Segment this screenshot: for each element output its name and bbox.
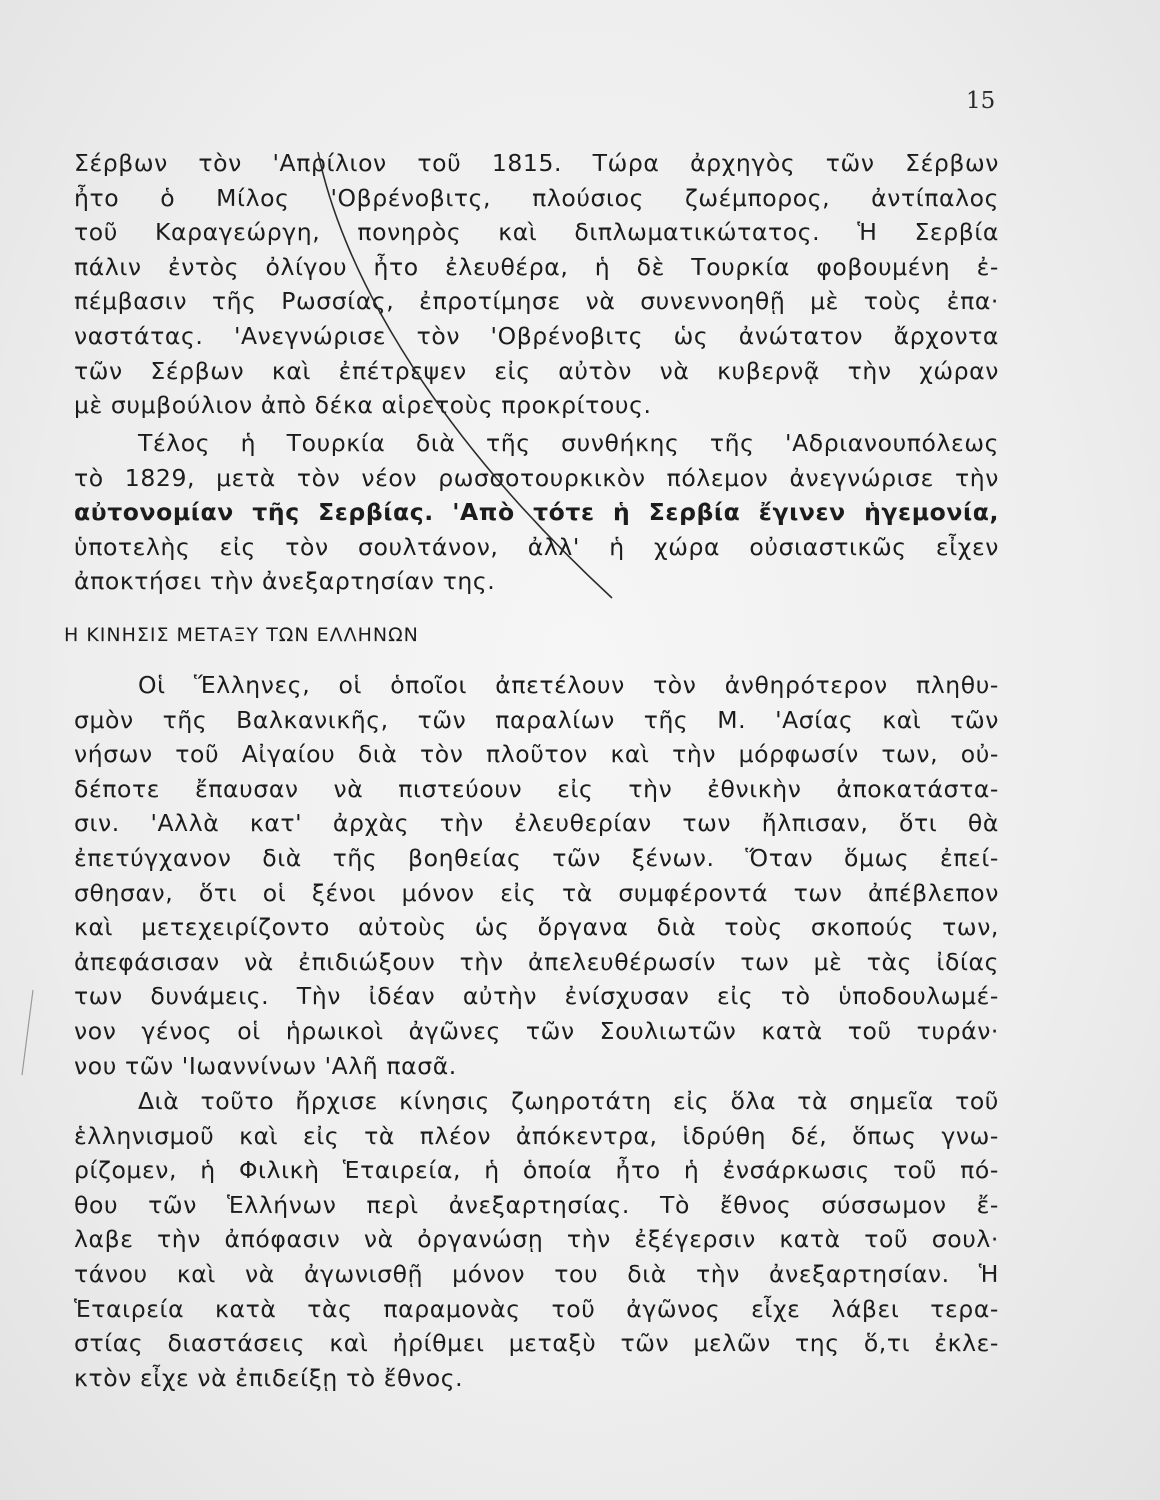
text-line: σθησαν, ὅτι οἱ ξένοι μόνον εἰς τὰ συμφέροντά των ἀπέβλεπον (74, 878, 999, 907)
text-line: στίας διαστάσεις καὶ ἠρίθμει μεταξὺ τῶν μελῶν της ὅ,τι ἐκλε- (74, 1329, 999, 1358)
text-line: ἦτο ὁ Μίλος 'Οβρένοβιτς, πλούσιος ζωέμπορος, ἀντίπαλος (74, 183, 999, 212)
text-line: νον γένος οἱ ἡρωικοὶ ἀγῶνες τῶν Σουλιωτῶν κατὰ τοῦ τυράν· (74, 1016, 999, 1045)
text-line: Σέρβων τὸν 'Απρίλιον τοῦ 1815. Τώρα ἀρχηγὸς τῶν Σέρβων (74, 149, 999, 177)
text-line: ἀποκτήσει τὴν ἀνεξαρτησίαν της. (74, 567, 496, 596)
text-line: λαβε τὴν ἀπόφασιν νὰ ὀργανώσῃ τὴν ἐξέγερσιν κατὰ τοῦ σουλ· (74, 1225, 999, 1254)
text-line: ὑποτελὴς εἰς τὸν σουλτάνον, ἀλλ' ἡ χώρα οὐσιαστικῶς εἶχεν (74, 532, 999, 561)
text-line: καὶ μετεχειρίζοντο αὐτοὺς ὡς ὄργανα διὰ τοὺς σκοπούς των, (74, 913, 999, 942)
text-line: ἐπετύγχανον διὰ τῆς βοηθείας τῶν ξένων. Ὅταν ὅμως ἐπεί- (74, 843, 999, 872)
text-line: κτὸν εἶχε νὰ ἐπιδείξῃ τὸ ἔθνος. (74, 1363, 464, 1392)
text-line: μὲ συμβούλιον ἀπὸ δέκα αἱρετοὺς προκρίτους. (74, 391, 652, 420)
text-line: νου τῶν 'Ιωαννίνων 'Αλῆ πασᾶ. (74, 1051, 457, 1080)
text-line: τῶν Σέρβων καὶ ἐπέτρεψεν εἰς αὐτὸν νὰ κυβερνᾷ τὴν χώραν (74, 356, 999, 385)
text-line: σμὸν τῆς Βαλκανικῆς, τῶν παραλίων τῆς Μ. 'Ασίας καὶ τῶν (74, 705, 999, 734)
text-line: ρίζομεν, ἡ Φιλικὴ Ἑταιρεία, ἡ ὁποία ἦτο ἡ ἐνσάρκωσις τοῦ πό- (74, 1156, 999, 1185)
text-line: τὸ 1829, μετὰ τὸν νέον ρωσσοτουρκικὸν πόλεμον ἀνεγνώρισε τὴν (74, 463, 999, 492)
text-line: Διὰ τοῦτο ἤρχισε κίνησις ζωηροτάτη εἰς ὅλα τὰ σημεῖα τοῦ (138, 1087, 999, 1115)
text-line: Ἑταιρεία κατὰ τὰς παραμονὰς τοῦ ἀγῶνος εἶχε λάβει τερα- (74, 1294, 999, 1323)
paragraph-serbia (74, 146, 999, 423)
text-line: Τέλος ἡ Τουρκία διὰ τῆς συνθήκης τῆς 'Αδριανουπόλεως (138, 429, 999, 457)
text-line: ἑλληνισμοῦ καὶ εἰς τὰ πλέον ἀπόκεντρα, ἱδρύθη δέ, ὅπως γνω- (74, 1121, 999, 1150)
text-line: θου τῶν Ἑλλήνων περὶ ἀνεξαρτησίας. Τὸ ἔθνος σύσσωμον ἔ- (74, 1190, 999, 1219)
text-line: ναστάτας. 'Ανεγνώρισε τὸν 'Οβρένοβιτς ὡς ἀνώτατον ἄρχοντα (74, 321, 999, 350)
text-line: των δυνάμεις. Τὴν ἰδέαν αὐτὴν ἐνίσχυσαν εἰς τὸ ὑποδουλωμέ- (74, 982, 999, 1011)
paragraph-filiki-etaireia (74, 1084, 999, 1395)
text-line: πέμβασιν τῆς Ρωσσίας, ἐπροτίμησε νὰ συνεννοηθῇ μὲ τοὺς ἐπα· (74, 287, 999, 316)
text-line: δέποτε ἔπαυσαν νὰ πιστεύουν εἰς τὴν ἐθνικὴν ἀποκατάστα- (74, 774, 999, 803)
page-number: 15 (966, 88, 996, 114)
paragraph-greek-movement (74, 668, 999, 1083)
text-line: Οἱ Ἕλληνες, οἱ ὁποῖοι ἀπετέλουν τὸν ἀνθηρότερον πληθυ- (138, 671, 999, 699)
text-line: αὐτονομίαν τῆς Σερβίας. 'Απὸ τότε ἡ Σερβία ἔγινεν ἡγεμονία, (74, 498, 999, 527)
section-heading: Η ΚΙΝΗΣΙΣ ΜΕΤΑΞΥ ΤΩΝ ΕΛΛΗΝΩΝ (64, 624, 419, 646)
text-line: πάλιν ἐντὸς ὀλίγου ἦτο ἐλευθέρα, ἡ δὲ Τουρκία φοβουμένη ἐ- (74, 252, 999, 281)
text-line: τάνου καὶ νὰ ἀγωνισθῇ μόνον του διὰ τὴν ἀνεξαρτησίαν. Ἡ (74, 1259, 999, 1288)
paragraph-adrianople (74, 426, 999, 599)
text-line: σιν. 'Αλλὰ κατ' ἀρχὰς τὴν ἐλευθερίαν των ἤλπισαν, ὅτι θὰ (74, 809, 999, 838)
text-line: νήσων τοῦ Αἰγαίου διὰ τὸν πλοῦτον καὶ τὴν μόρφωσίν των, οὐ- (74, 740, 999, 769)
text-line: τοῦ Καραγεώργη, πονηρὸς καὶ διπλωματικώτατος. Ἡ Σερβία (74, 218, 999, 247)
text-line: ἀπεφάσισαν νὰ ἐπιδιώξουν τὴν ἀπελευθέρωσίν των μὲ τὰς ἰδίας (74, 947, 999, 976)
